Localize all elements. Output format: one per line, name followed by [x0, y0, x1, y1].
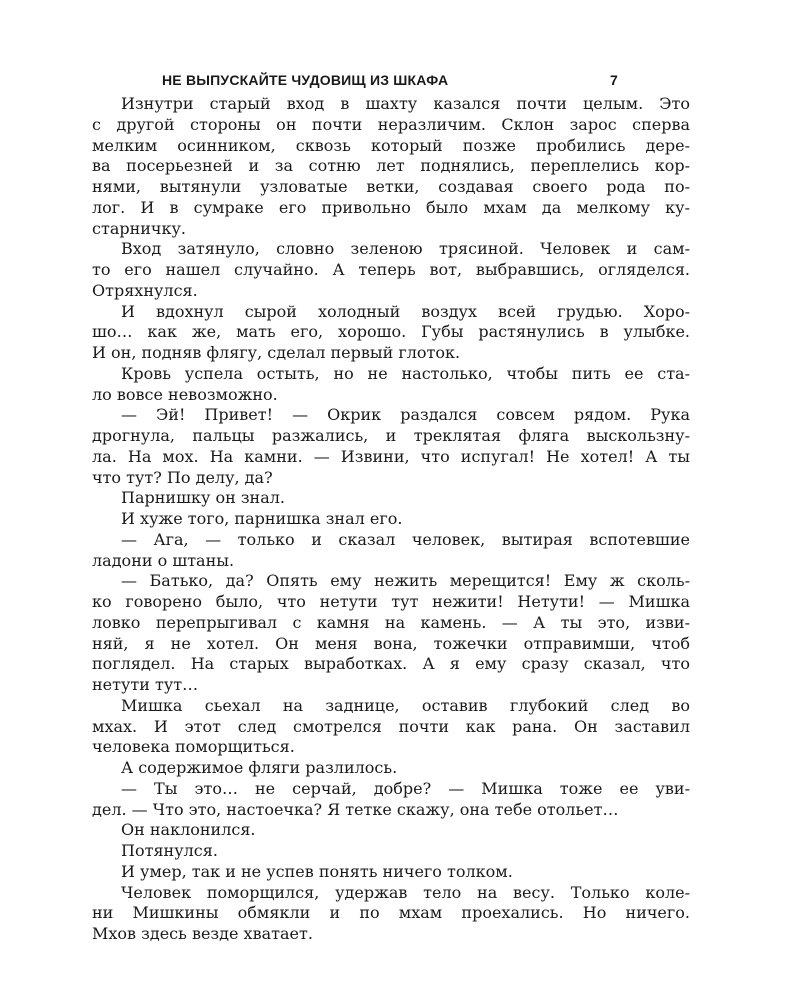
text-line: — Ага, — только и сказал человек, вытирая вспотевшие	[121, 529, 690, 549]
text-line: И он, подняв флягу, сделал первый глоток.	[92, 343, 461, 362]
text-line: что тут? По делу, да?	[92, 467, 273, 487]
paragraph	[92, 488, 690, 509]
page-header	[92, 72, 690, 92]
text-line: лог. И в сумраке его привольно было мхам да мелкому ку-	[92, 197, 690, 217]
text-line: — Эй! Привет! — Окрик раздался совсем рядом. Рука	[121, 405, 690, 425]
paragraph	[92, 94, 690, 239]
paragraph	[92, 696, 690, 758]
paragraph	[92, 841, 690, 862]
text-line: Потянулся.	[121, 841, 218, 860]
text-line: ладони о штаны.	[92, 550, 235, 570]
text-line: И умер, так и не успев понять ничего толком.	[121, 861, 513, 881]
body-text	[92, 94, 690, 945]
text-line: Человек поморщился, удержав тело на весу. Только коле-	[121, 882, 690, 902]
text-line: Мишка сьехал на заднице, оставив глубокий след во	[121, 695, 690, 715]
text-line: Парнишку он знал.	[121, 488, 285, 508]
paragraph	[92, 239, 690, 301]
text-line: нетути тут…	[92, 675, 199, 694]
text-line: дел. — Что это, настоечка? Я тетке скажу, она тебе отольет…	[92, 799, 619, 819]
text-line: ва посерьезней и за сотню лет поднялись, переплелись кор-	[92, 156, 690, 176]
text-line: то его нашел случайно. А теперь вот, выбравшись, огляделся.	[92, 260, 690, 279]
text-line: Вход затянуло, словно зеленою трясиной. Человек и сам-	[121, 239, 690, 259]
text-line: А содержимое фляги разлилось.	[121, 758, 398, 777]
paragraph	[92, 820, 690, 841]
paragraph	[92, 862, 690, 883]
text-line: И хуже того, парнишка знал его.	[121, 509, 403, 528]
running-title: НЕ ВЫПУСКАЙТЕ ЧУДОВИЩ ИЗ ШКАФА	[162, 72, 449, 88]
text-line: мелким осинником, сквозь который позже пробились дере-	[92, 135, 690, 155]
text-line: ни Мишкины обмякли и по мхам проехались. Но ничего.	[92, 903, 690, 923]
text-line: поглядел. На старых выработках. А я ему сразу сказал, что	[92, 654, 690, 674]
paragraph	[92, 530, 690, 572]
text-line: Он наклонился.	[121, 820, 256, 840]
text-line: человека поморщиться.	[92, 737, 295, 757]
text-line: няй, я не хотел. Он меня вона, тожечки отправимши, чтоб	[92, 633, 690, 653]
paragraph	[92, 302, 690, 364]
text-line: Изнутри старый вход в шахту казался почти целым. Это	[121, 94, 690, 113]
text-line: ла. На мох. На камни. — Извини, что испугал! Не хотел! А ты	[92, 446, 690, 466]
paragraph	[92, 509, 690, 530]
text-line: ловко перепрыгивал с камня на камень. — А ты это, изви-	[92, 612, 690, 632]
text-line: мхах. И этот след смотрелся почти как рана. Он заставил	[92, 716, 690, 736]
text-line: Кровь успела остыть, но не настолько, чтобы пить ее ста-	[121, 363, 690, 383]
text-line: шо… как же, мать его, хорошо. Губы растянулись в улыбке.	[92, 322, 690, 342]
paragraph	[92, 758, 690, 779]
text-line: — Ты это… не серчай, добре? — Мишка тоже ее уви-	[121, 778, 690, 798]
text-line: И вдохнул сырой холодный воздух всей грудью. Хоро-	[121, 301, 690, 321]
text-line: — Батько, да? Опять ему нежить мерещится! Ему ж сколь-	[121, 571, 690, 591]
text-line: старничку.	[92, 218, 186, 238]
paragraph	[92, 405, 690, 488]
paragraph	[92, 571, 690, 696]
text-line: ло вовсе невозможно.	[92, 384, 278, 404]
text-line: Отряхнулся.	[92, 280, 198, 300]
paragraph	[92, 883, 690, 945]
page-number: 7	[610, 72, 618, 88]
text-line: Мхов здесь везде хватает.	[92, 924, 313, 943]
paragraph	[92, 779, 690, 821]
text-line: ко говорено было, что нетути тут нежити! Нетути! — Мишка	[92, 592, 690, 611]
text-line: нями, вытянули узловатые ветки, создавая своего рода по-	[92, 177, 690, 196]
text-line: с другой стороны он почти неразличим. Склон зарос сперва	[92, 114, 690, 134]
paragraph	[92, 364, 690, 406]
text-line: дрогнула, пальцы разжались, и треклятая фляга выскользну-	[92, 426, 690, 445]
